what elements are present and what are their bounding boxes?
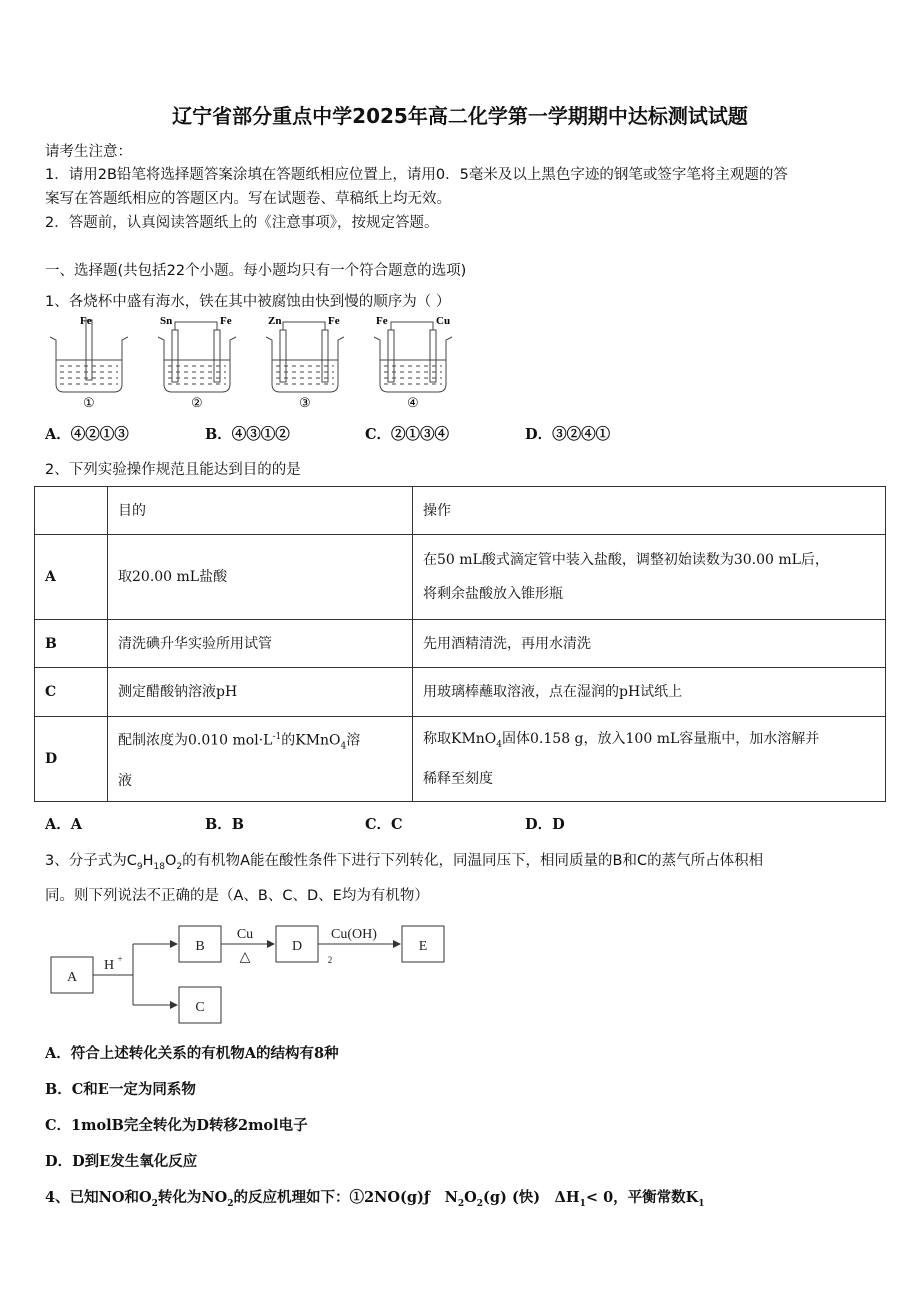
notice-line: 案写在答题纸相应的答题区内。写在试题卷、草稿纸上均无效。 [45, 191, 451, 207]
beaker-1 [50, 320, 128, 392]
text: 4 [340, 741, 347, 752]
beaker-2 [158, 322, 236, 392]
beaker-4 [374, 322, 452, 392]
q1-option-b[interactable]: B．④③①② [205, 426, 290, 443]
q2-option-a[interactable]: A．A [45, 816, 83, 833]
label-e: E [418, 939, 428, 954]
table-row [35, 668, 886, 717]
header-purpose: 目的 [108, 487, 413, 535]
op-line: 在50 mL酸式滴定管中装入盐酸，调整初始读数为30.00 mL后， [423, 552, 829, 568]
reagent-h-charge: + [117, 954, 123, 964]
notice-heading: 请考生注意： [45, 144, 132, 160]
reagent-cu: Cu [236, 927, 254, 942]
text: 稀释至刻度 [423, 770, 493, 787]
electrode-label: Zn [268, 315, 282, 327]
text: 9 [136, 861, 143, 872]
row-key: C [35, 668, 108, 717]
text: O [164, 853, 177, 869]
row-purpose [108, 717, 413, 802]
q3-option-b[interactable]: B．C和E一定为同系物 [45, 1081, 196, 1098]
beaker-number: ② [191, 395, 203, 410]
text: 2 [176, 861, 183, 872]
text: 液 [118, 772, 132, 789]
beaker-3 [266, 322, 344, 392]
q2-option-d[interactable]: D．D [525, 816, 565, 833]
row-key: A [35, 535, 108, 620]
text: 配制浓度为0.010 mol·L [118, 732, 273, 749]
question-2-stem: 2、下列实验操作规范且能达到目的的是 [45, 462, 301, 478]
table-row [35, 535, 886, 620]
row-operation: 用玻璃棒蘸取溶液，点在湿润的pH试纸上 [413, 668, 886, 717]
text: 2 [457, 1198, 465, 1209]
section-heading: 一、选择题(共包括22个小题。每小题均只有一个符合题意的选项) [45, 263, 467, 279]
page-title: 辽宁省部分重点中学2025年高二化学第一学期期中达标测试试题 [172, 104, 748, 128]
electrode-label: Fe [80, 315, 92, 327]
header-operation: 操作 [413, 487, 886, 535]
text: 1 [698, 1198, 705, 1209]
text: 2 [151, 1198, 158, 1209]
question-3-stem-cont: 同。则下列说法不正确的是（A、B、C、D、E均为有机物） [45, 888, 429, 904]
q3-option-d[interactable]: D．D到E发生氧化反应 [45, 1153, 198, 1170]
text: 4 [496, 739, 503, 750]
heat-symbol: △ [239, 950, 251, 965]
text: -1 [272, 732, 282, 743]
text: < 0，平衡常数K [585, 1189, 699, 1206]
text: 溶 [346, 732, 361, 749]
text: 转化为NO [157, 1189, 228, 1206]
beaker-number: ① [83, 395, 95, 410]
beaker-diagrams [40, 312, 460, 412]
label-d: D [291, 939, 303, 954]
table-row [35, 620, 886, 668]
electrode-label: Fe [220, 315, 232, 327]
text: 2 [476, 1198, 484, 1209]
q3-option-c[interactable]: C．1molB完全转化为D转移2mol电子 [45, 1117, 308, 1134]
question-4-stem [45, 1186, 705, 1209]
q1-option-c[interactable]: C．②①③④ [365, 426, 450, 443]
text: 称取KMnO [423, 731, 497, 748]
reagent-h: H [103, 958, 115, 973]
row-purpose: 取20.00 mL盐酸 [108, 535, 413, 620]
question-1-stem: 1、各烧杯中盛有海水，铁在其中被腐蚀由快到慢的顺序为（ ） [45, 294, 451, 310]
reagent-subscript: 2 [327, 955, 333, 965]
row-key: B [35, 620, 108, 668]
q2-option-c[interactable]: C．C [365, 816, 403, 833]
question-3-stem [45, 849, 763, 872]
q2-option-b[interactable]: B．B [205, 816, 245, 833]
electrode-label: Fe [376, 315, 388, 327]
reagent-cuoh: Cu(OH) [331, 927, 377, 942]
electrode-label: Fe [328, 315, 340, 327]
q3-option-a[interactable]: A．符合上述转化关系的有机物A的结构有8种 [45, 1045, 339, 1062]
notice-line: 2．答题前，认真阅读答题纸上的《注意事项》，按规定答题。 [45, 215, 439, 231]
electrode-label: Sn [160, 315, 173, 327]
electrode-label: Cu [436, 315, 451, 327]
text: 的有机物A能在酸性条件下进行下列转化，同温同压下，相同质量的B和C的蒸气所占体积相 [182, 853, 764, 869]
label-a: A [66, 970, 78, 985]
beaker-number: ④ [407, 395, 419, 410]
row-key: D [35, 717, 108, 802]
row-purpose: 测定醋酸钠溶液pH [108, 668, 413, 717]
text: 1 [579, 1198, 586, 1209]
row-operation [413, 717, 886, 802]
q1-option-a[interactable]: A．④②①③ [45, 426, 129, 443]
text: H [142, 853, 154, 869]
text: 3、分子式为C [45, 853, 137, 869]
text: O [464, 1189, 477, 1206]
row-purpose: 清洗碘升华实验所用试管 [108, 620, 413, 668]
experiment-table [34, 486, 886, 802]
beaker-figures [50, 315, 452, 410]
label-b: B [195, 939, 205, 954]
conversion-diagram [45, 918, 465, 1028]
table-header-row [35, 487, 886, 535]
text: 的反应机理如下：①2NO(g)ƒ N [233, 1189, 458, 1206]
text: 4、已知NO和O [45, 1189, 152, 1206]
notice-line: 1．请用2B铅笔将选择题答案涂填在答题纸相应位置上，请用0．5毫米及以上黑色字迹的钢笔或签字笔将主观题的答 [45, 167, 788, 183]
text: (g) (快) ΔH [483, 1189, 580, 1206]
text: 2 [227, 1198, 234, 1209]
op-line: 将剩余盐酸放入锥形瓶 [423, 586, 563, 602]
row-operation: 先用酒精清洗，再用水清洗 [413, 620, 886, 668]
label-c: C [195, 1000, 205, 1015]
text: 18 [153, 861, 165, 872]
table-row [35, 717, 886, 802]
q1-option-d[interactable]: D．③②④① [525, 426, 611, 443]
row-operation [413, 535, 886, 620]
text: 的KMnO [281, 732, 341, 749]
header-cell [35, 487, 108, 535]
beaker-number: ③ [299, 395, 311, 410]
text: 固体0.158 g，放入100 mL容量瓶中，加水溶解并 [502, 731, 820, 748]
